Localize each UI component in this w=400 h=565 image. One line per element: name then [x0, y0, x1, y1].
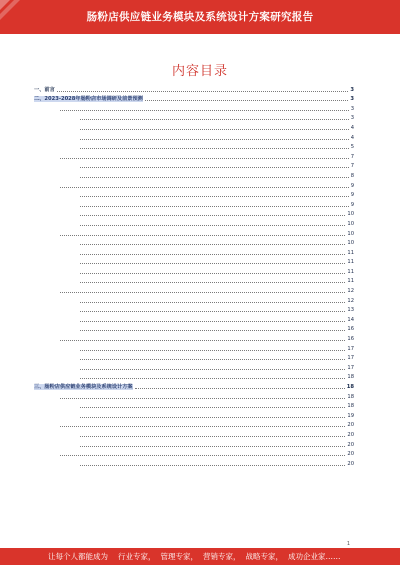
- toc-entry-title: 二、2023-2028年肠粉店市场调研及前景预测: [34, 96, 143, 103]
- toc-entry-page: 8: [350, 172, 354, 179]
- toc-entry-page: 17: [347, 364, 354, 371]
- toc-dot-leader: [80, 282, 345, 283]
- footer-role: 行业专家，: [118, 552, 156, 561]
- toc-dot-leader: [80, 119, 349, 120]
- toc-dot-leader: [80, 177, 349, 178]
- toc-entry[interactable]: [34, 342, 354, 352]
- toc-entry-page: 20: [347, 441, 354, 448]
- toc-dot-leader: [80, 350, 345, 351]
- toc-entry[interactable]: [34, 141, 354, 151]
- toc-entry[interactable]: [34, 371, 354, 381]
- footer-bar: [0, 548, 400, 565]
- toc-entry[interactable]: [34, 227, 354, 237]
- toc-entry-page: 20: [347, 451, 354, 458]
- toc-dot-leader: [80, 139, 349, 140]
- toc-entry-page: 9: [350, 192, 354, 199]
- toc-entry-title: 三、肠粉店供应链业务模块及系统设计方案: [34, 384, 133, 390]
- toc-entry[interactable]: [34, 112, 354, 122]
- toc-dot-leader: [80, 244, 345, 245]
- toc-entry-title: 一、前言: [34, 86, 55, 93]
- toc-entry[interactable]: [34, 284, 354, 294]
- footer-role: 营销专家，: [203, 552, 241, 561]
- footer-slogan-roles: [118, 552, 341, 561]
- table-of-contents: [34, 83, 354, 467]
- toc-entry-page: 4: [350, 124, 354, 131]
- toc-dot-leader: [60, 455, 345, 456]
- toc-entry-page: 3: [350, 96, 354, 103]
- toc-entry-page: 18: [347, 374, 354, 381]
- toc-entry[interactable]: [34, 179, 354, 189]
- toc-entry[interactable]: [34, 409, 354, 419]
- toc-entry[interactable]: [34, 246, 354, 256]
- toc-entry[interactable]: [34, 332, 354, 342]
- toc-dot-leader: [80, 330, 345, 331]
- toc-entry[interactable]: [34, 457, 354, 467]
- toc-entry-page: 9: [350, 201, 354, 208]
- report-header-bar: [0, 0, 400, 34]
- footer-role: 战略专家，: [245, 552, 283, 561]
- toc-dot-leader: [80, 359, 345, 360]
- toc-entry[interactable]: [34, 189, 354, 199]
- toc-entry[interactable]: [34, 208, 354, 218]
- toc-entry-page: 14: [347, 316, 354, 323]
- toc-entry[interactable]: [34, 150, 354, 160]
- toc-entry[interactable]: [34, 380, 354, 390]
- toc-dot-leader: [57, 91, 349, 92]
- toc-entry-page: 11: [347, 278, 354, 285]
- toc-entry[interactable]: [34, 438, 354, 448]
- toc-entry-page: 16: [347, 336, 354, 343]
- toc-dot-leader: [80, 417, 345, 418]
- toc-entry[interactable]: [34, 294, 354, 304]
- toc-entry[interactable]: [34, 323, 354, 333]
- toc-dot-leader: [60, 398, 345, 399]
- toc-entry[interactable]: [34, 304, 354, 314]
- toc-entry-page: 20: [347, 460, 354, 467]
- toc-dot-leader: [80, 378, 345, 379]
- toc-entry-page: 10: [347, 211, 354, 218]
- toc-entry[interactable]: [34, 313, 354, 323]
- toc-entry-page: 16: [347, 326, 354, 333]
- toc-dot-leader: [80, 369, 345, 370]
- toc-entry-page: 7: [350, 153, 354, 160]
- toc-dot-leader: [80, 225, 345, 226]
- toc-entry[interactable]: [34, 131, 354, 141]
- toc-entry-page: 12: [347, 297, 354, 304]
- toc-dot-leader: [60, 187, 349, 188]
- footer-slogan-prefix: 让每个人都能成为: [48, 552, 108, 561]
- toc-dot-leader: [80, 321, 345, 322]
- toc-entry[interactable]: [34, 265, 354, 275]
- report-title: 肠粉店供应链业务模块及系统设计方案研究报告: [86, 11, 314, 23]
- toc-entry[interactable]: [34, 275, 354, 285]
- footer-role: 管理专家，: [160, 552, 198, 561]
- toc-entry[interactable]: [34, 93, 354, 103]
- toc-dot-leader: [80, 407, 345, 408]
- toc-entry-page: 19: [347, 412, 354, 419]
- toc-dot-leader: [60, 235, 345, 236]
- toc-entry[interactable]: [34, 83, 354, 93]
- toc-entry[interactable]: [34, 217, 354, 227]
- footer-slogan: [48, 551, 341, 562]
- toc-entry[interactable]: [34, 400, 354, 410]
- page-number: 1: [346, 541, 350, 547]
- toc-entry-page: 9: [350, 182, 354, 189]
- toc-entry-page: 18: [347, 393, 354, 400]
- toc-entry[interactable]: [34, 198, 354, 208]
- toc-dot-leader: [60, 340, 345, 341]
- toc-entry[interactable]: [34, 448, 354, 458]
- toc-entry[interactable]: [34, 352, 354, 362]
- toc-dot-leader: [80, 167, 349, 168]
- toc-dot-leader: [80, 436, 345, 437]
- toc-entry-page: 5: [350, 144, 354, 151]
- toc-dot-leader: [80, 446, 345, 447]
- toc-entry-page: 10: [347, 230, 354, 237]
- toc-entry-page: 3: [350, 115, 354, 122]
- toc-entry-page: 18: [346, 384, 354, 390]
- toc-entry[interactable]: [34, 428, 354, 438]
- toc-entry-page: 17: [347, 355, 354, 362]
- toc-dot-leader: [80, 206, 349, 207]
- toc-dot-leader: [145, 100, 349, 101]
- toc-entry-page: 3: [350, 105, 354, 112]
- toc-entry[interactable]: [34, 121, 354, 131]
- footer-role: 成功企业家……: [288, 552, 341, 561]
- toc-entry[interactable]: [34, 361, 354, 371]
- toc-dot-leader: [80, 263, 345, 264]
- toc-dot-leader: [60, 110, 349, 111]
- toc-entry-page: 3: [350, 86, 354, 93]
- toc-entry-page: 10: [347, 240, 354, 247]
- toc-heading: 内容目录: [171, 64, 228, 79]
- toc-dot-leader: [80, 311, 345, 312]
- toc-dot-leader: [135, 388, 345, 389]
- toc-dot-leader: [80, 465, 345, 466]
- toc-entry[interactable]: [34, 256, 354, 266]
- toc-dot-leader: [80, 215, 345, 216]
- toc-dot-leader: [80, 196, 349, 197]
- toc-entry-page: 12: [347, 288, 354, 295]
- toc-entry[interactable]: [34, 237, 354, 247]
- toc-dot-leader: [80, 129, 349, 130]
- toc-entry[interactable]: [34, 390, 354, 400]
- toc-entry[interactable]: [34, 102, 354, 112]
- toc-dot-leader: [60, 158, 349, 159]
- toc-entry[interactable]: [34, 169, 354, 179]
- toc-entry-page: 10: [347, 220, 354, 227]
- toc-entry[interactable]: [34, 419, 354, 429]
- toc-entry-page: 11: [347, 268, 354, 275]
- toc-entry-page: 11: [347, 249, 354, 256]
- toc-entry-page: 17: [347, 345, 354, 352]
- toc-entry-page: 18: [347, 403, 354, 410]
- toc-entry[interactable]: [34, 160, 354, 170]
- toc-dot-leader: [60, 426, 345, 427]
- toc-entry-page: 11: [347, 259, 354, 266]
- toc-entry-page: 20: [347, 431, 354, 438]
- toc-dot-leader: [80, 254, 345, 255]
- toc-dot-leader: [80, 273, 345, 274]
- toc-entry-page: 7: [350, 163, 354, 170]
- toc-dot-leader: [60, 292, 345, 293]
- toc-entry-page: 20: [347, 422, 354, 429]
- toc-dot-leader: [80, 148, 349, 149]
- toc-entry-page: 13: [347, 307, 354, 314]
- toc-dot-leader: [80, 302, 345, 303]
- toc-entry-page: 4: [350, 134, 354, 141]
